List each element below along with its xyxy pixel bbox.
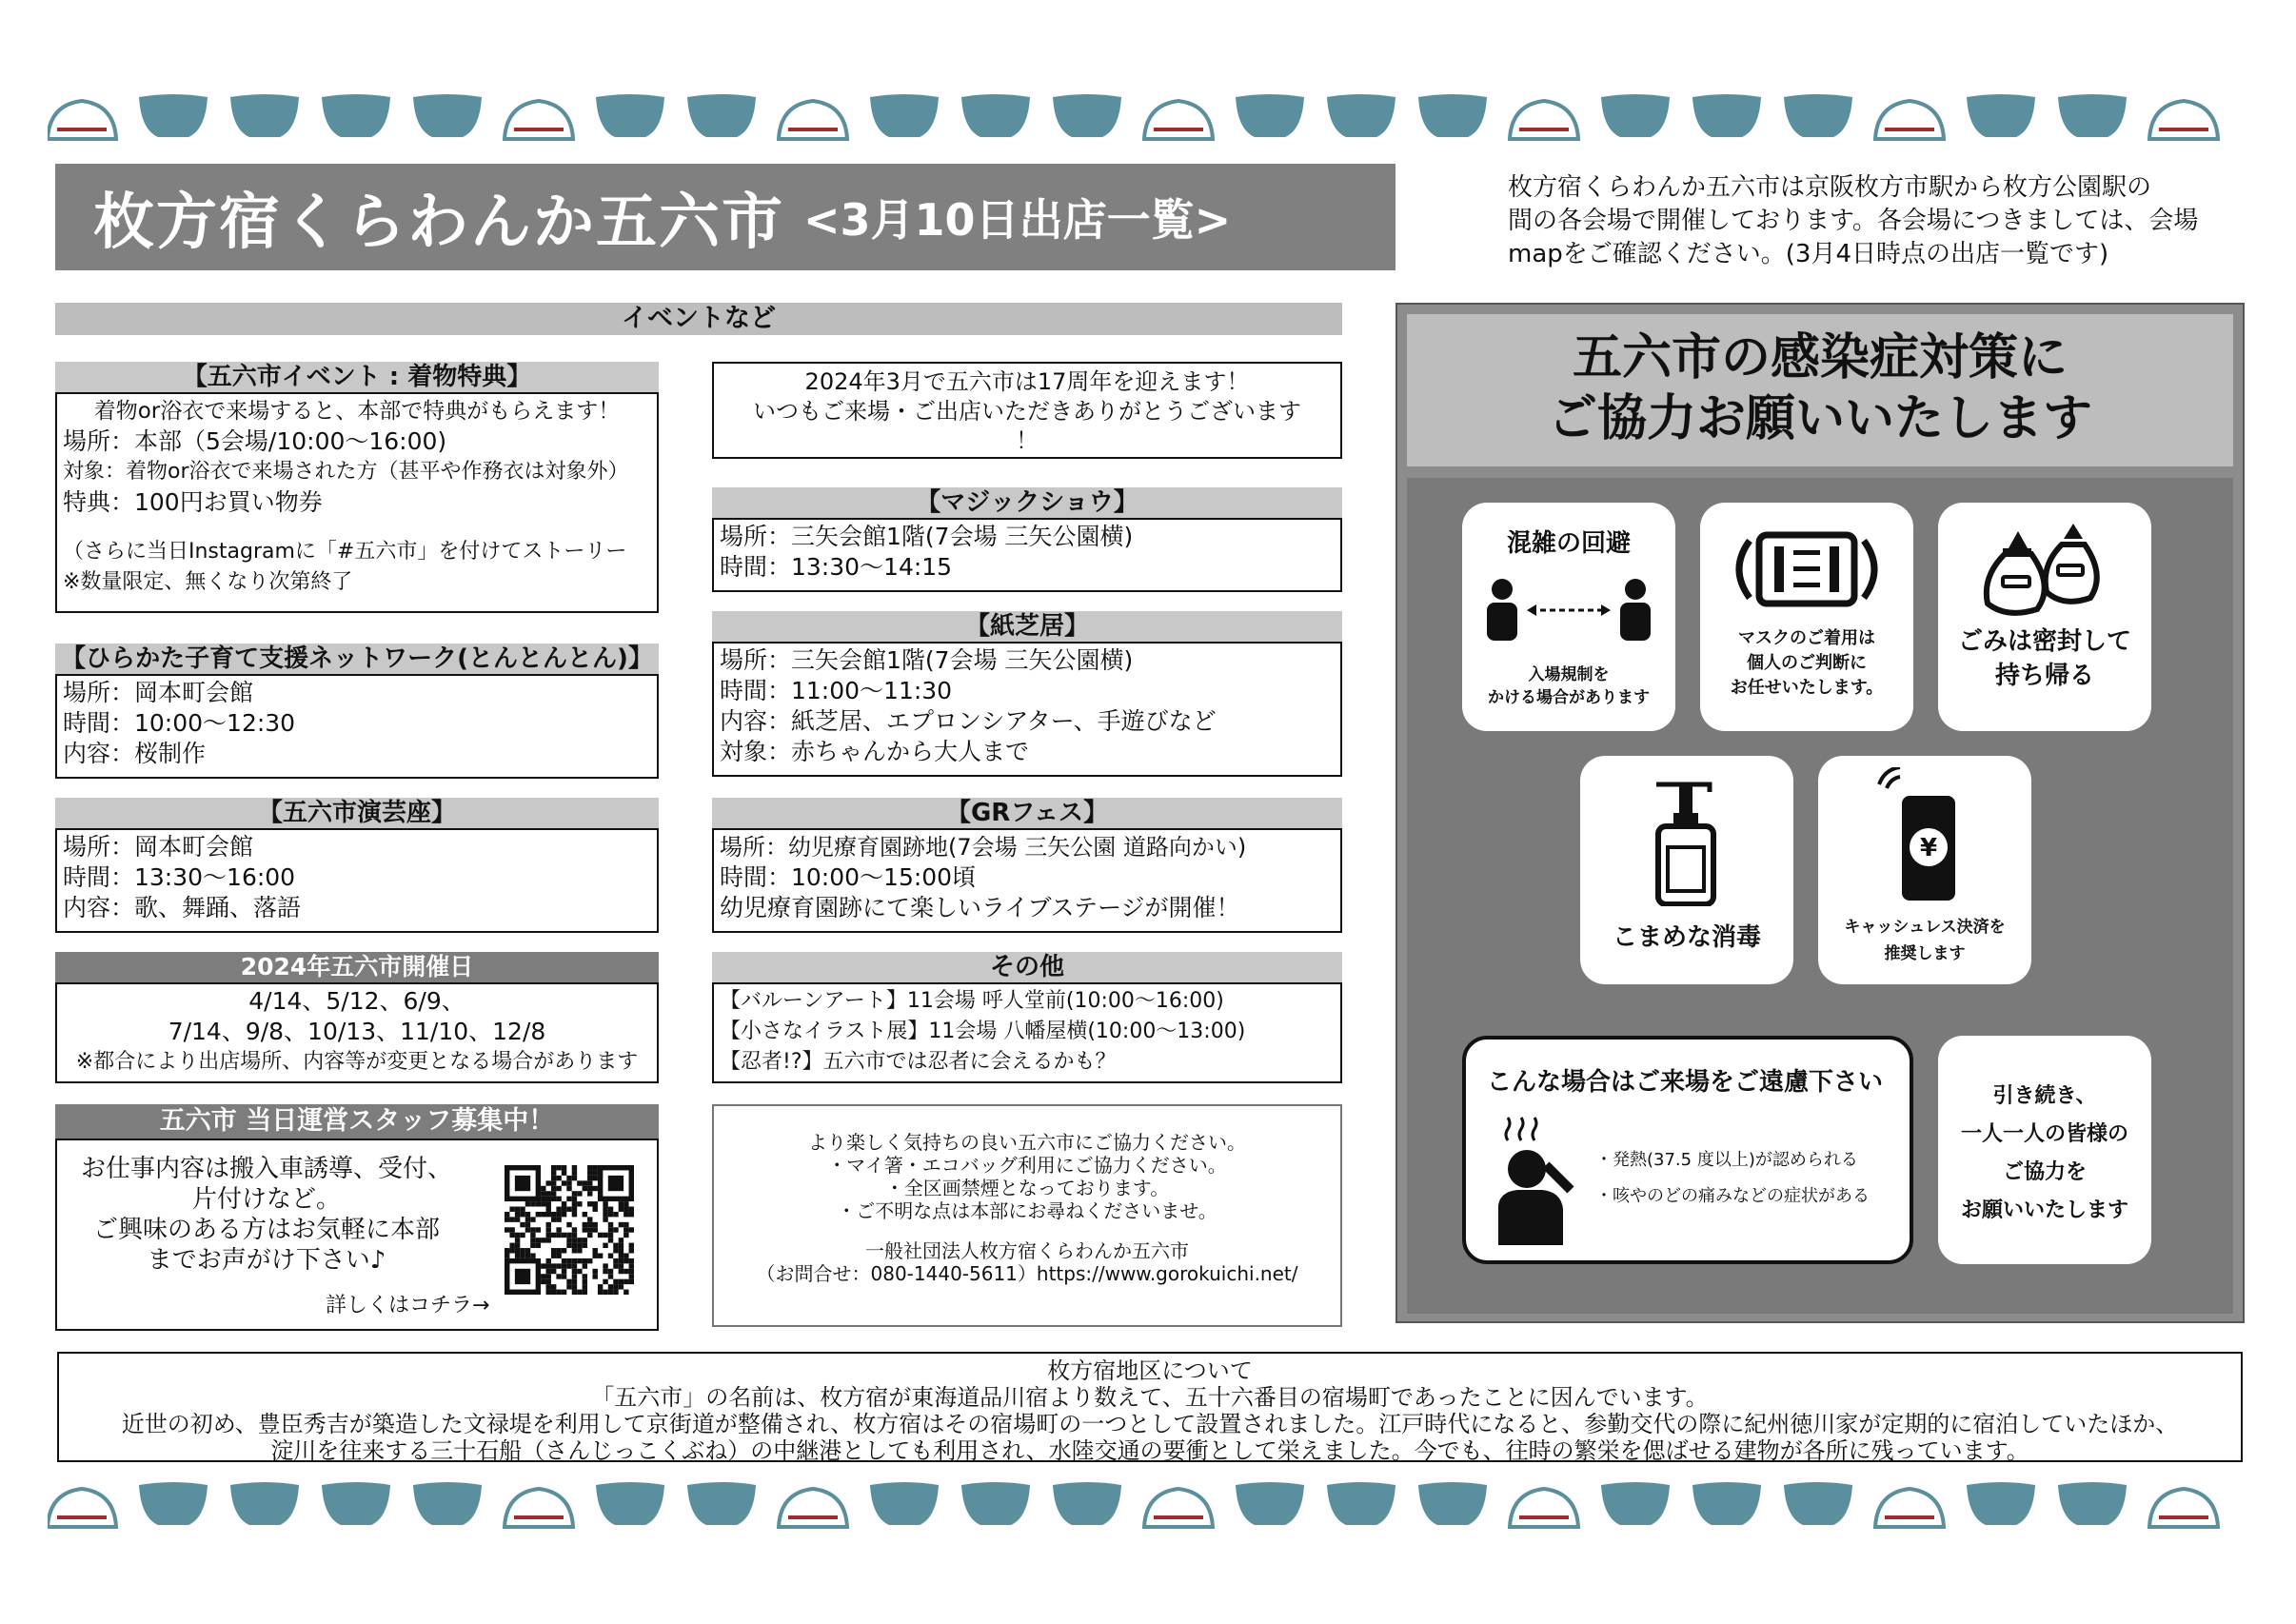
anniv-line: ！ (1016, 427, 1039, 454)
bottom-decor-band (48, 1479, 2275, 1536)
covid-panel (1395, 303, 2245, 1323)
event-line (63, 518, 651, 537)
card-disinfect (1580, 756, 1793, 984)
cashless-line: 推奨します (1884, 944, 1966, 963)
kimono-event-body (55, 392, 659, 613)
covid-cards (1407, 478, 2233, 1314)
other-heading: その他 (712, 952, 1342, 982)
bowl-icon (1784, 94, 1852, 137)
anniv-line: いつもご来場・ご出店いただきありがとうございます (753, 398, 1301, 425)
event-line: 対象：着物or浴衣で来場された方（甚平や作務衣は対象外） (63, 460, 629, 484)
bowl-icon (1784, 1482, 1852, 1525)
event-line: 【バルーンアート】11会場 呼人堂前(10:00～16:00) (720, 989, 1224, 1013)
covid-title-line: 五六市の感染症対策に (1572, 329, 2068, 386)
kamishibai-event (712, 611, 1342, 777)
hirakata-event-body (55, 674, 659, 779)
bowl-icon (961, 1482, 1030, 1525)
fever-person-icon (1479, 1110, 1593, 1253)
crowd-title: 混雑の回避 (1506, 529, 1631, 558)
district-line: 近世の初め、豊臣秀吉が築造した文禄堤を利用して京街道が整備され、枚方宿はその宿場町の一つとして設置されました。江戸時代になると、参勤交代の際に紀州徳川家が定期的に宿泊していたほか、 (121, 1411, 2179, 1437)
magic-event (712, 487, 1342, 592)
card-cashless (1818, 756, 2031, 984)
mask-icon (1712, 522, 1902, 617)
qr-code-icon[interactable] (505, 1165, 634, 1295)
event-line: 内容：紙芝居、エプロンシアター、手遊びなど (720, 707, 1217, 735)
thanks-line: 引き続き、 (1992, 1084, 2097, 1108)
hirakata-event-heading: 【ひらかた子育て支援ネットワーク(とんとんとん)】 (55, 644, 659, 674)
bowl-icon (413, 94, 482, 137)
event-line: 場所：幼児療育園跡地(7会場 三矢公園 道路向かい) (720, 834, 1247, 861)
engei-event-body (55, 828, 659, 933)
intro-line: mapをご確認ください。(3月4日時点の出店一覧です) (1508, 240, 2109, 268)
bowl-outline-icon (1144, 1489, 1213, 1527)
bowl-icon (687, 1482, 756, 1525)
dates-line: 7/14、9/8、10/13、11/10、12/8 (168, 1018, 546, 1045)
crowd-line: 入場規制を (1528, 665, 1610, 684)
cashless-line: キャッシュレス決済を (1844, 918, 2006, 937)
social-distance-icon (1474, 568, 1664, 654)
event-line: 対象：赤ちゃんから大人まで (720, 738, 1030, 765)
card-mask (1700, 503, 1913, 731)
section-heading: イベントなど (55, 303, 1342, 335)
mask-text (1700, 626, 1913, 701)
staff-body (55, 1139, 659, 1331)
anniv-line: 2024年3月で五六市は17周年を迎えます！ (804, 368, 1250, 395)
bowl-icon (1236, 1482, 1304, 1525)
thanks-line: ご協力を (2002, 1160, 2087, 1184)
bowl-icon (230, 94, 299, 137)
bowl-icon (322, 1482, 390, 1525)
district-title: 枚方宿地区について (1047, 1357, 1253, 1384)
event-line: 時間：13:30～14:15 (720, 553, 953, 581)
event-line: 場所：岡本町会館 (63, 679, 254, 706)
anniversary-box (712, 362, 1342, 459)
title-sub: <3月10日出店一覧> (803, 194, 1232, 246)
staff-text (67, 1154, 466, 1276)
event-line: 時間：13:30～16:00 (63, 863, 296, 891)
district-line: 「五六市」の名前は、枚方宿が東海道品川宿より数えて、五十六番目の宿場町であったことに因んでいます。 (591, 1384, 1709, 1411)
intro-line: 間の各会場で開催しております。各会場につきましては、会場 (1508, 207, 2199, 235)
dates-line: 4/14、5/12、6/9、 (248, 987, 465, 1015)
bowl-icon (1967, 94, 2035, 137)
bowl-boat-pattern (48, 91, 2275, 149)
bowl-outline-icon (779, 101, 847, 139)
bowl-icon (2058, 94, 2127, 137)
trash-line: 持ち帰る (1994, 662, 2094, 690)
kamishibai-body (712, 642, 1342, 777)
disinfect-label: こまめな消毒 (1612, 923, 1761, 952)
bowl-outline-icon (505, 1489, 573, 1527)
refrain-title: こんな場合はご来場をご遠慮下さい (1487, 1068, 1884, 1097)
dates-heading: 2024年五六市開催日 (55, 952, 659, 982)
kimono-event-heading: 【五六市イベント : 着物特典】 (55, 362, 659, 392)
bowl-icon (1692, 94, 1761, 137)
crowd-line: かける場合があります (1488, 688, 1650, 707)
page-title (55, 164, 1395, 270)
bowl-outline-icon (1875, 101, 1944, 139)
dates-line: ※都合により出店場所、内容等が変更となる場合があります (75, 1050, 639, 1074)
covid-title (1407, 314, 2233, 466)
event-line: 【忍者!?】五六市では忍者に会えるかも？ (720, 1050, 1117, 1074)
bowl-icon (1236, 94, 1304, 137)
sanitizer-bottle-icon (1592, 773, 1782, 906)
event-line: 時間：10:00～12:30 (63, 709, 296, 737)
notice-line: ・全区画禁煙となっております。 (884, 1177, 1170, 1199)
dates-body (55, 982, 659, 1083)
hirakata-event (55, 644, 659, 779)
bowl-outline-icon (779, 1489, 847, 1527)
bowl-icon (1601, 94, 1670, 137)
covid-title-line: ご協力お願いいたします (1547, 390, 2092, 447)
bowl-icon (1327, 94, 1395, 137)
event-line: 場所：岡本町会館 (63, 833, 254, 861)
event-line: 【小さなイラスト展】11会場 八幡屋横(10:00～13:00) (720, 1020, 1246, 1043)
event-line: 内容：桜制作 (63, 740, 207, 767)
kimono-event (55, 362, 659, 613)
other-events (712, 952, 1342, 1083)
event-line: 着物or浴衣で来場すると、本部で特典がもらえます！ (93, 399, 621, 424)
bowl-icon (596, 1482, 664, 1525)
staff-more-link[interactable]: 詳しくはコチラ→ (326, 1294, 490, 1317)
bowl-outline-icon (1510, 1489, 1578, 1527)
bowl-icon (1053, 94, 1121, 137)
engei-event-heading: 【五六市演芸座】 (55, 798, 659, 828)
bowl-icon (870, 1482, 939, 1525)
bowl-boat-pattern (48, 1479, 2275, 1536)
event-line: 特典：100円お買い物券 (63, 488, 323, 516)
magic-body (712, 518, 1342, 592)
refrain-list (1595, 1142, 1870, 1215)
bowl-outline-icon (1144, 101, 1213, 139)
notice-line: より楽しく気持ちの良い五六市にご協力ください。 (808, 1131, 1246, 1154)
bowl-outline-icon (48, 1489, 116, 1527)
other-body (712, 982, 1342, 1083)
bowl-icon (870, 94, 939, 137)
bowl-outline-icon (2149, 1489, 2218, 1527)
notice-contact[interactable]: （お問合せ：080-1440-5611）https://www.gorokuichi.net/ (756, 1262, 1298, 1285)
bowl-icon (1418, 94, 1487, 137)
bowl-outline-icon (48, 101, 116, 139)
gr-fes-event (712, 798, 1342, 933)
mask-line: マスクのご着用は (1738, 628, 1875, 648)
bowl-icon (961, 94, 1030, 137)
gr-fes-body (712, 828, 1342, 933)
bowl-icon (2058, 1482, 2127, 1525)
staff-line: 片付けなど。 (191, 1185, 341, 1214)
thanks-text (1938, 1078, 2151, 1230)
bowl-icon (1327, 1482, 1395, 1525)
bowl-icon (322, 94, 390, 137)
trash-line: ごみは密封して (1957, 627, 2131, 656)
bowl-outline-icon (505, 101, 573, 139)
bowl-icon (1692, 1482, 1761, 1525)
dates-box (55, 952, 659, 1083)
notice-line: ・マイ箸・エコバッグ利用にご協力ください。 (827, 1154, 1227, 1177)
bowl-icon (139, 94, 208, 137)
trash-bag-icon (1950, 516, 2140, 621)
bowl-icon (1601, 1482, 1670, 1525)
event-line: 時間：10:00～15:00頃 (720, 863, 977, 891)
magic-heading: 【マジックショウ】 (712, 487, 1342, 518)
kamishibai-heading: 【紙芝居】 (712, 611, 1342, 642)
refrain-item: ・発熱(37.5 度以上)が認められる (1595, 1150, 1858, 1170)
event-line: ※数量限定、無くなり次第終了 (63, 570, 353, 594)
crowd-text (1462, 663, 1675, 709)
thanks-line: 一人一人の皆様の (1960, 1122, 2128, 1146)
staff-line: ご興味のある方はお気軽に本部 (92, 1216, 440, 1244)
card-trash (1938, 503, 2151, 731)
mask-line: 個人のご判断に (1747, 653, 1867, 673)
bowl-icon (1053, 1482, 1121, 1525)
mask-line: お任せいたします。 (1730, 678, 1884, 698)
staff-box (55, 1104, 659, 1331)
bowl-icon (230, 1482, 299, 1525)
district-info (57, 1352, 2243, 1462)
event-line: 場所：三矢会館1階(7会場 三矢公園横) (720, 646, 1134, 674)
title-main: 枚方宿くらわんか五六市 (93, 188, 784, 258)
notice-line: ・ご不明な点は本部にお尋ねくださいませ。 (837, 1199, 1217, 1222)
event-line: 幼児療育園跡にて楽しいライブステージが開催！ (720, 894, 1240, 921)
event-line: 場所：本部（5会場/10:00～16:00) (63, 427, 447, 455)
staff-heading: 五六市 当日運営スタッフ募集中！ (55, 1104, 659, 1139)
event-line: 時間：11:00～11:30 (720, 677, 953, 704)
card-refrain (1462, 1036, 1913, 1264)
event-line: （さらに当日Instagramに「#五六市」を付けてストーリー (63, 540, 627, 564)
event-line: 場所：三矢会館1階(7会場 三矢公園横) (720, 523, 1134, 550)
bowl-icon (596, 94, 664, 137)
staff-line: までお声がけ下さい♪ (147, 1246, 386, 1275)
thanks-line: お願いいたします (1960, 1198, 2128, 1222)
intro-text (1508, 171, 2269, 271)
card-thanks (1938, 1036, 2151, 1264)
notice-box (712, 1104, 1342, 1327)
district-line: 淀川を往来する三十石船（さんじっこくぶね）の中継港としても利用され、水陸交通の要衝として栄えました。今でも、往時の繁栄を偲ばせる建物が各所に残っています。 (270, 1437, 2029, 1464)
top-decor-band (48, 91, 2275, 149)
bowl-outline-icon (2149, 101, 2218, 139)
bowl-icon (1418, 1482, 1487, 1525)
bowl-icon (687, 94, 756, 137)
staff-line: お仕事内容は搬入車誘導、受付、 (80, 1155, 452, 1183)
bowl-icon (413, 1482, 482, 1525)
trash-text (1938, 624, 2151, 693)
event-line: 内容：歌、舞踊、落語 (63, 894, 302, 921)
cashless-text (1818, 914, 2031, 967)
bowl-icon (1967, 1482, 2035, 1525)
yen-symbol: ¥ (1919, 834, 1938, 862)
card-crowd (1462, 503, 1675, 731)
bowl-outline-icon (1510, 101, 1578, 139)
refrain-item: ・咳やのどの痛みなどの症状がある (1595, 1186, 1870, 1206)
engei-event (55, 798, 659, 933)
smartphone-payment-icon (1830, 767, 2020, 910)
gr-fes-heading: 【GRフェス】 (712, 798, 1342, 828)
intro-line: 枚方宿くらわんか五六市は京阪枚方市駅から枚方公園駅の (1508, 173, 2152, 202)
bowl-outline-icon (1875, 1489, 1944, 1527)
bowl-icon (139, 1482, 208, 1525)
notice-org: 一般社団法人枚方宿くらわんか五六市 (865, 1239, 1189, 1262)
